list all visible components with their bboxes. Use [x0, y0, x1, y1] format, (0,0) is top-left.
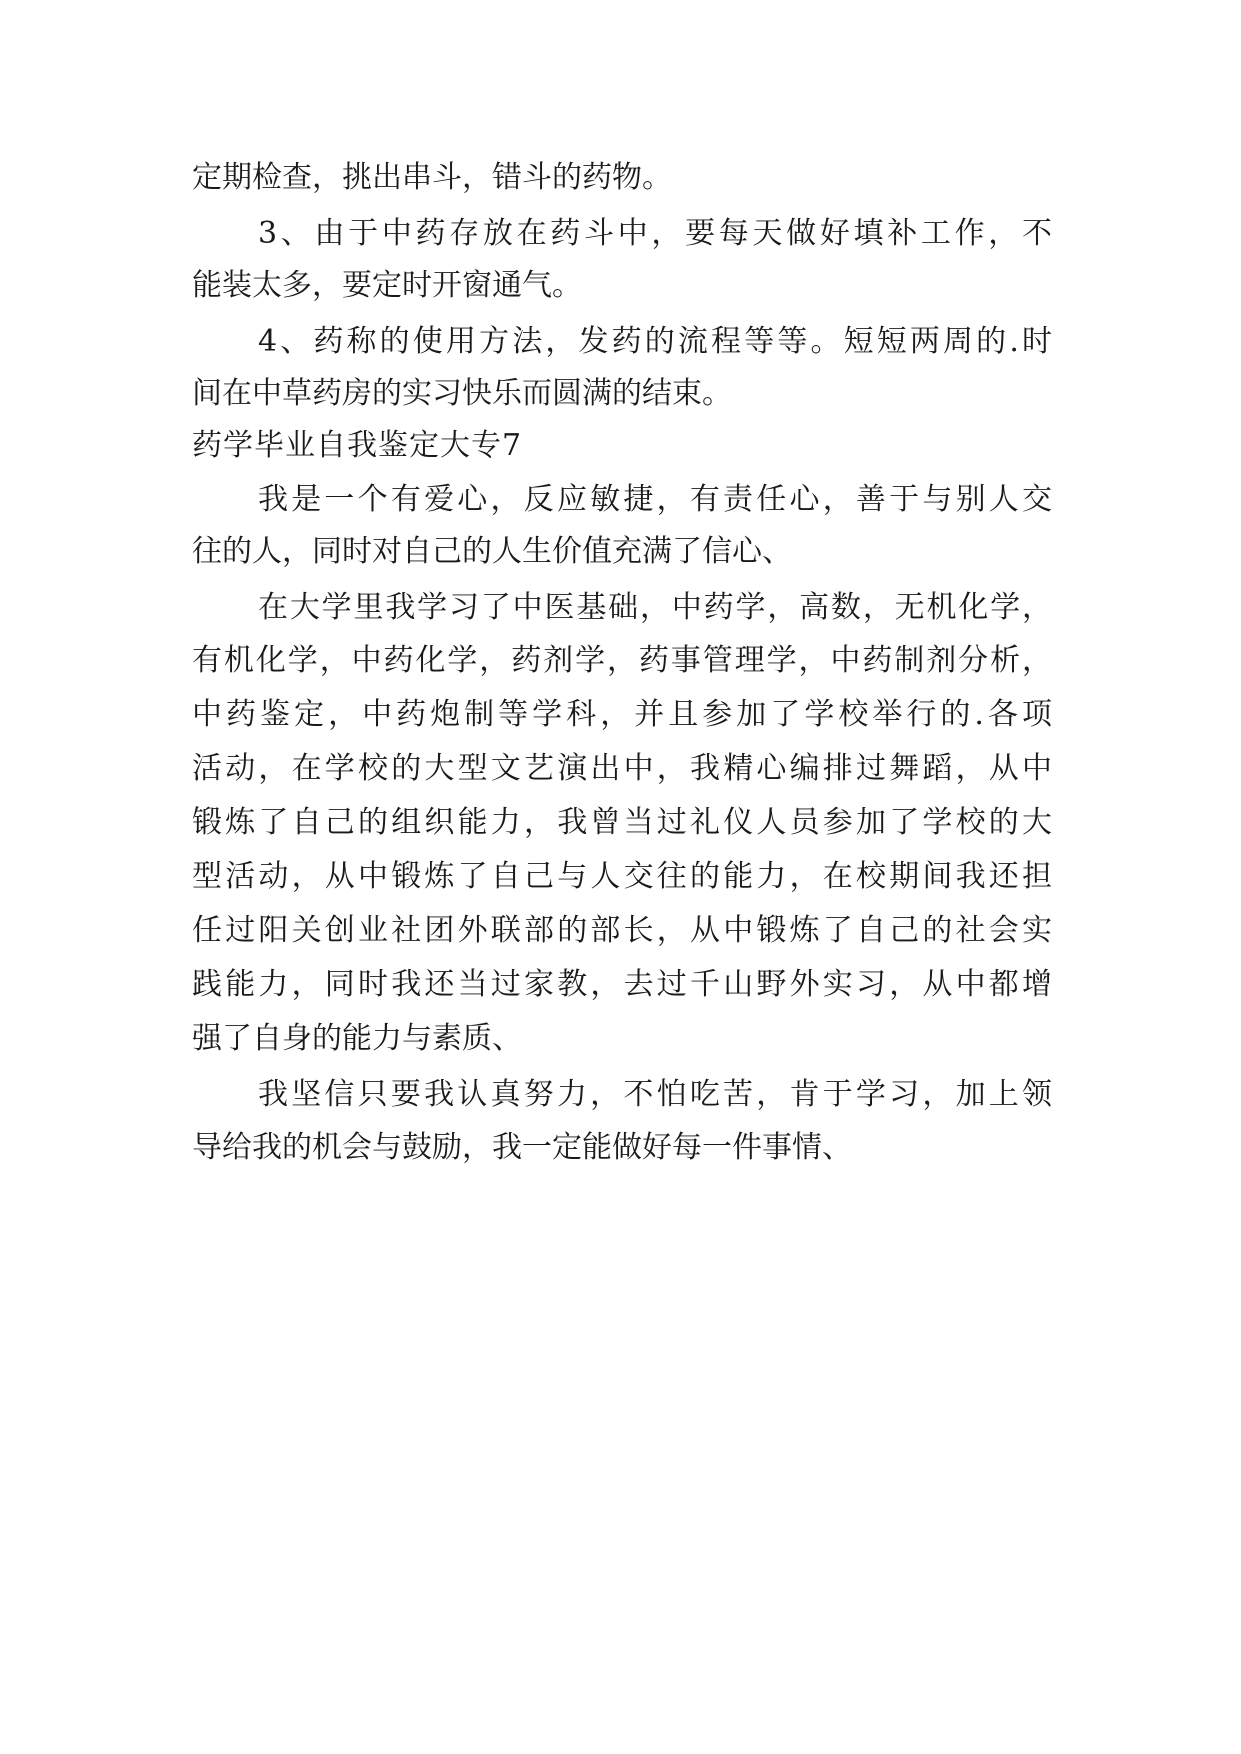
section-heading: 药学毕业自我鉴定大专7: [192, 428, 523, 463]
paragraph-line: 任过阳关创业社团外联部的部长，从中锻炼了自己的社会实: [192, 913, 1052, 948]
paragraph-line: 中药鉴定，中药炮制等学科，并且参加了学校举行的.各项: [192, 697, 1052, 732]
paragraph-line: 能装太多，要定时开窗通气。: [192, 268, 582, 303]
paragraph-line: 3、由于中药存放在药斗中，要每天做好填补工作，不: [258, 216, 1052, 251]
paragraph-line: 有机化学，中药化学，药剂学，药事管理学，中药制剂分析，: [192, 643, 1052, 678]
paragraph-line: 活动，在学校的大型文艺演出中，我精心编排过舞蹈，从中: [192, 751, 1052, 786]
paragraph-line: 在大学里我学习了中医基础，中药学，高数，无机化学，: [258, 590, 1052, 625]
paragraph-line: 锻炼了自己的组织能力，我曾当过礼仪人员参加了学校的大: [192, 805, 1052, 840]
paragraph-line: 践能力，同时我还当过家教，去过千山野外实习，从中都增: [192, 967, 1052, 1002]
paragraph-line: 间在中草药房的实习快乐而圆满的结束。: [192, 376, 732, 411]
paragraph-line: 导给我的机会与鼓励，我一定能做好每一件事情、: [192, 1130, 852, 1165]
paragraph-line: 往的人，同时对自己的人生价值充满了信心、: [192, 534, 792, 569]
paragraph-line: 我是一个有爱心，反应敏捷，有责任心，善于与别人交: [258, 482, 1052, 517]
paragraph-line: 4、药称的使用方法，发药的流程等等。短短两周的.时: [258, 324, 1052, 359]
paragraph-line: 定期检查，挑出串斗，错斗的药物。: [192, 160, 672, 195]
paragraph-line: 型活动，从中锻炼了自己与人交往的能力，在校期间我还担: [192, 859, 1052, 894]
paragraph-line: 我坚信只要我认真努力，不怕吃苦，肯于学习，加上领: [258, 1077, 1052, 1112]
paragraph-line: 强了自身的能力与素质、: [192, 1021, 522, 1056]
